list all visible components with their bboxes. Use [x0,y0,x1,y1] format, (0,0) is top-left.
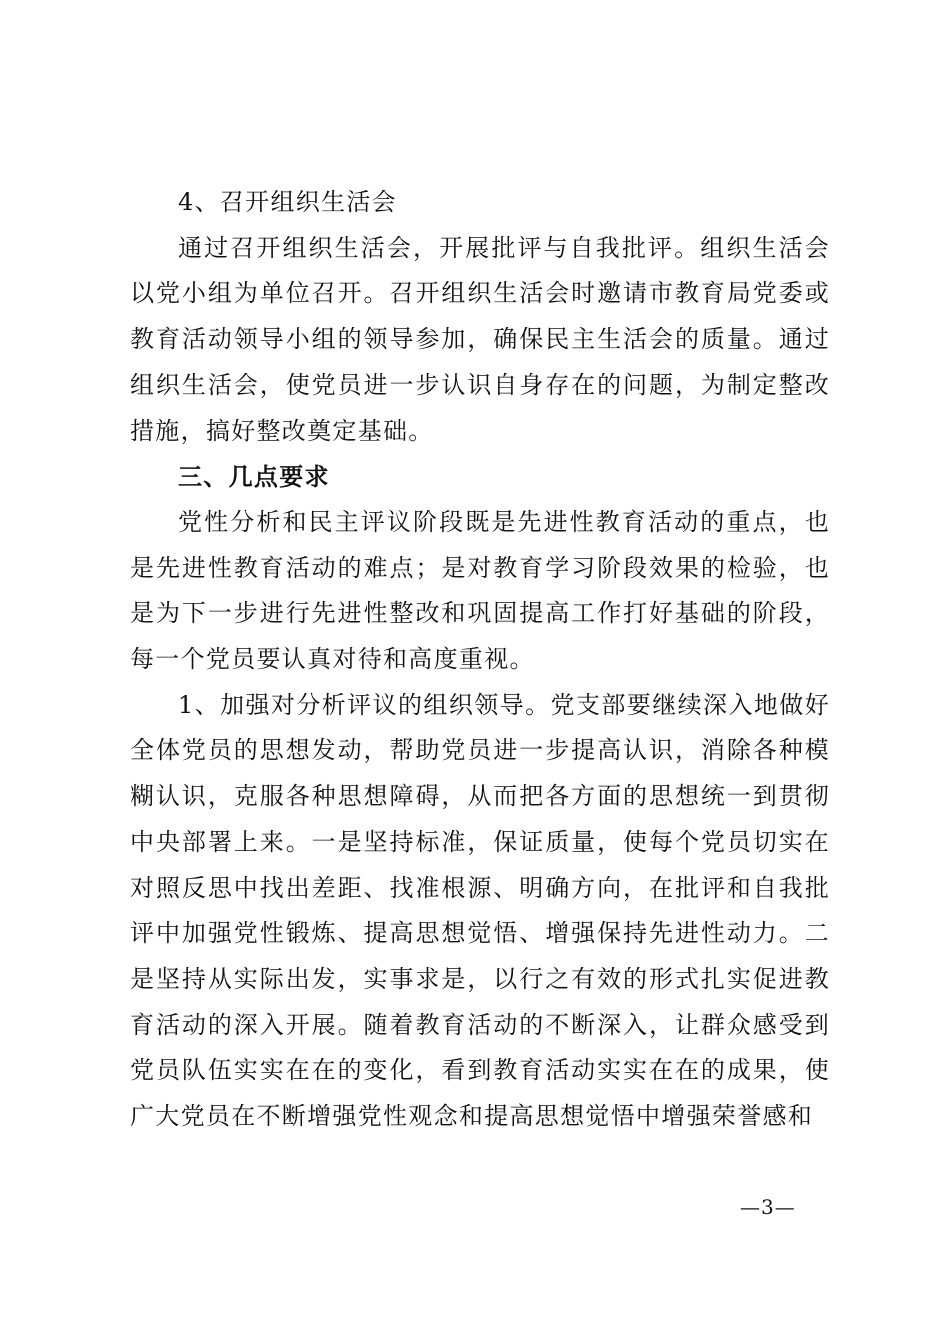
document-body [130,180,830,1140]
requirement-1-paragraph: 1、加强对分析评议的组织领导。党支部要继续深入地做好全体党员的思想发动，帮助党员进一步提高认识，消除各种模糊认识，克服各种思想障碍，从而把各方面的思想统一到贯彻中央部署上来。一是坚持标准，保证质量，使每个党员切实在对照反思中找出差距、找准根源、明确方向，在批评和自我批评中加强党性锻炼、提高思想觉悟、增强保持先进性动力。二是坚持从实际出发，实事求是，以行之有效的形式扎实促进教育活动的深入开展。随着教育活动的不断深入，让群众感受到党员队伍实实在在的变化，看到教育活动实实在在的成果，使广大党员在不断增强党性观念和提高思想觉悟中增强荣誉感和 [130,690,830,1131]
part-3-intro-paragraph: 党性分析和民主评议阶段既是先进性教育活动的重点，也是先进性教育活动的难点；是对教育学习阶段效果的检验，也是为下一步进行先进性整改和巩固提高工作打好基础的阶段，每一个党员要认真对待和高度重视。 [130,507,830,674]
section-4-heading: 4、召开组织生活会 [178,188,397,216]
page-number: —3— [740,1195,796,1219]
part-3-heading: 三、几点要求 [178,462,330,492]
section-4-paragraph: 通过召开组织生活会，开展批评与自我批评。组织生活会以党小组为单位召开。召开组织生活会时邀请市教育局党委或教育活动领导小组的领导参加，确保民主生活会的质量。通过组织生活会，使党员进一步认识自身存在的问题，为制定整改措施，搞好整改奠定基础。 [130,233,830,445]
